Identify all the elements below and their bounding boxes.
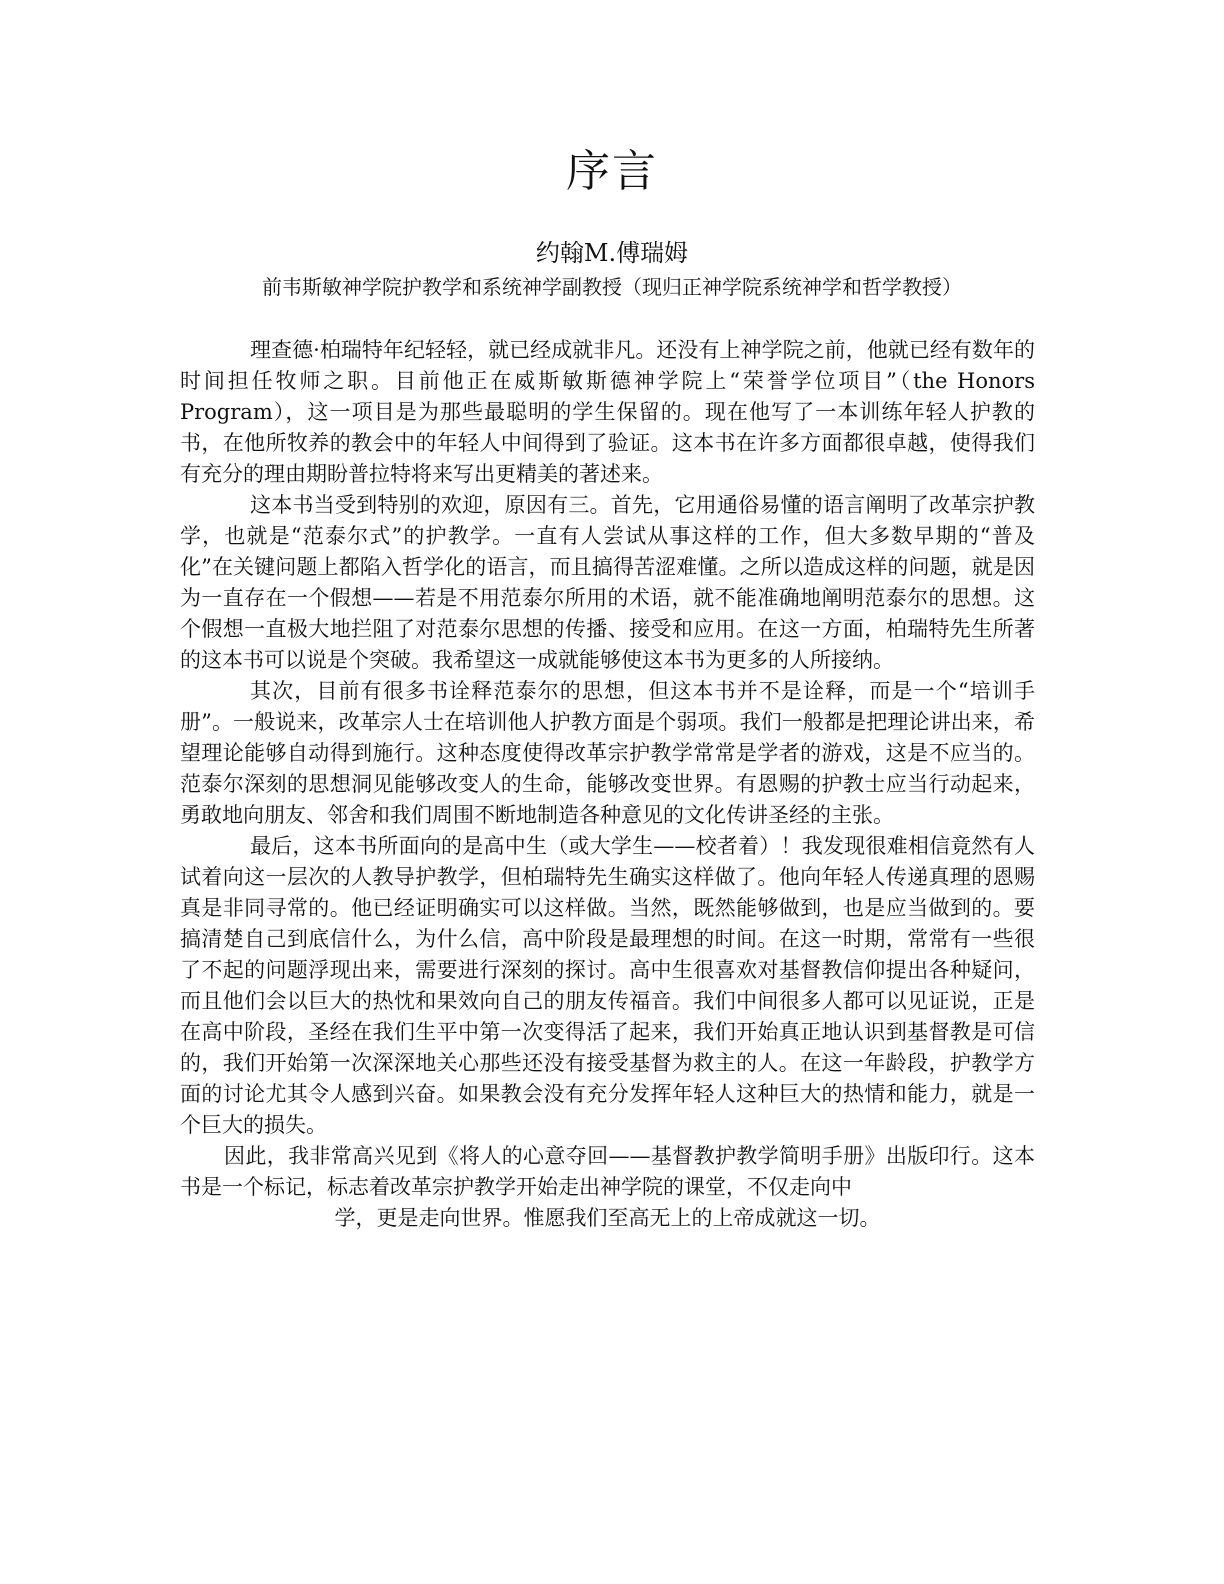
page-title: 序言: [566, 146, 658, 197]
author-affiliation: 前韦斯敏神学院护教学和系统神学副教授（现归正神学院系统神学和哲学教授）: [262, 275, 962, 299]
paragraph-1: 理查德·柏瑞特年纪轻轻，就已经成就非凡。还没有上神学院之前，他就已经有数年的时间担任牧师之职。目前他正在威斯敏斯德神学院上“荣誉学位项目”（the Honors Program），这一项目是为那些最聪明的学生保留的。现在他写了一本训练年轻人护教的书，在他所牧养的教会中的年轻人中间得到了验证。这本书在许多方面都很卓越，使得我们有充分的理由期盼普拉特将来写出更精美的著述来。: [180, 338, 1035, 486]
paragraph-2: 这本书当受到特别的欢迎，原因有三。首先，它用通俗易懂的语言阐明了改革宗护教学，也就是“范泰尔式”的护教学。一直有人尝试从事这样的工作，但大多数早期的“普及化”在关键问题上都陷入哲学化的语言，而且搞得苦涩难懂。之所以造成这样的问题，就是因为一直存在一个假想——若是不用范泰尔所用的术语，就不能准确地阐明范泰尔的思想。这个假想一直极大地拦阻了对范泰尔思想的传播、接受和应用。在这一方面，柏瑞特先生所著的这本书可以说是个突破。我希望这一成就能够使这本书为更多的人所接纳。: [180, 493, 1035, 672]
author-name: 约翰M.傅瑞姆: [535, 239, 689, 267]
closing-line: 学，更是走向世界。惟愿我们至高无上的上帝成就这一切。: [334, 1206, 881, 1230]
preface-body: [180, 335, 1035, 1234]
paragraph-4: 最后，这本书所面向的是高中生（或大学生——校者着）！我发现很难相信竟然有人试着向这一层次的人教导护教学，但柏瑞特先生确实这样做了。他向年轻人传递真理的恩赐真是非同寻常的。他已经证明确实可以这样做。当然，既然能够做到，也是应当做到的。要搞清楚自己到底信什么，为什么信，高中阶段是最理想的时间。在这一时期，常常有一些很了不起的问题浮现出来，需要进行深刻的探讨。高中生很喜欢对基督教信仰提出各种疑问，而且他们会以巨大的热忱和果效向自己的朋友传福音。我们中间很多人都可以见证说，正是在高中阶段，圣经在我们生平中第一次变得活了起来，我们开始真正地认识到基督教是可信的，我们开始第一次深深地关心那些还没有接受基督为救主的人。在这一年龄段，护教学方面的讨论尤其令人感到兴奋。如果教会没有充分发挥年轻人这种巨大的热情和能力，就是一个巨大的损失。: [180, 834, 1035, 1137]
paragraph-5: 因此，我非常高兴见到《将人的心意夺回——基督教护教学简明手册》出版印行。这本书是一个标记，标志着改革宗护教学开始走出神学院的课堂，不仅走向中: [180, 1144, 1035, 1199]
paragraph-3: 其次，目前有很多书诠释范泰尔的思想，但这本书并不是诠释，而是一个“培训手册”。一般说来，改革宗人士在培训他人护教方面是个弱项。我们一般都是把理论讲出来，希望理论能够自动得到施行。这种态度使得改革宗护教学常常是学者的游戏，这是不应当的。范泰尔深刻的思想洞见能够改变人的生命，能够改变世界。有恩赐的护教士应当行动起来，勇敢地向朋友、邻舍和我们周围不断地制造各种意见的文化传讲圣经的主张。: [180, 679, 1035, 827]
